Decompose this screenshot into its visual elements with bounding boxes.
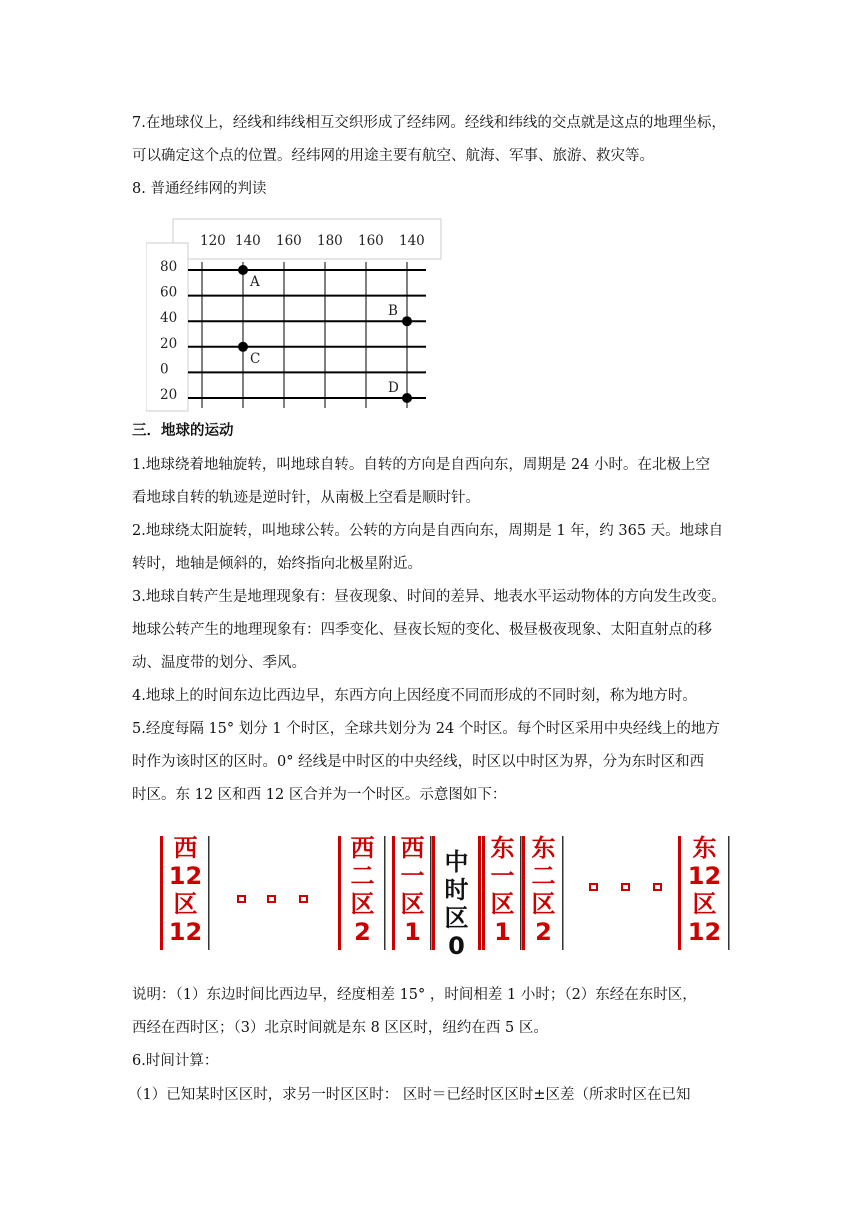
zone-char: 二: [350, 862, 375, 890]
time-zone-svg: [160, 826, 732, 962]
zone-char: 一: [490, 862, 515, 890]
longitude-label: 140: [235, 233, 261, 249]
zone-char: 区: [692, 890, 717, 918]
zone-left-bar: [160, 836, 163, 950]
zone-left-bar: [678, 836, 681, 950]
para-5: 看地球自转的轨迹是逆时针，从南极上空看是顺时针。: [132, 490, 480, 506]
zone-char: 区: [444, 904, 469, 932]
zone-char: 一: [400, 862, 425, 890]
para-8: 3.地球自转产生是地理现象有：昼夜现象、时间的差异、地表水平运动物体的方向发生改变。: [132, 589, 726, 605]
zone-char: 0: [448, 932, 465, 960]
latitude-label: 0: [160, 361, 169, 378]
longitude-label: 140: [399, 233, 425, 249]
zone-char: 西: [400, 834, 425, 862]
time-zone-block: [522, 834, 564, 950]
grid-point-label: A: [250, 274, 260, 290]
grid-point-label: D: [388, 380, 399, 396]
zone-char: 东: [692, 834, 717, 862]
para-2: 可以确定这个点的位置。经纬网的用途主要有航空、航海、军事、旅游、救灾等。: [132, 148, 654, 164]
longitude-label: 180: [317, 233, 343, 249]
zone-char: 区: [400, 890, 425, 918]
zone-char: 时: [444, 876, 469, 904]
zone-left-bar: [338, 836, 341, 950]
longitude-label: 160: [358, 233, 384, 249]
para-18: （1）已知某时区区时，求另一时区区时： 区时＝已经时区区时±区差（所求时区在已知: [128, 1087, 691, 1103]
zone-left-bar: [432, 836, 435, 950]
zone-char: 区: [173, 890, 198, 918]
zone-char: 1: [494, 918, 511, 946]
zone-char: 西: [173, 834, 198, 862]
time-zone-block: [392, 834, 432, 950]
para-4: 1.地球绕着地轴旋转，叫地球自转。自转的方向是自西向东，周期是 24 小时。在北极上空: [132, 457, 710, 473]
zone-char: 12: [687, 918, 722, 946]
para-15: 说明：（1）东边时间比西边早，经度相差 15° ，时间相差 1 小时；（2）东经在东时区，: [132, 987, 697, 1003]
time-zone-block: [338, 834, 386, 950]
zone-right-bar: [384, 836, 386, 950]
zone-left-bar: [522, 836, 525, 950]
para-14: 时区。东 12 区和西 12 区合并为一个时区。示意图如下：: [132, 787, 507, 803]
zone-char: 区: [490, 890, 515, 918]
grid-point-label: B: [388, 303, 398, 320]
grid-point: [402, 393, 412, 403]
zone-char: 区: [350, 890, 375, 918]
zone-char: 区: [531, 890, 556, 918]
latitude-label: 60: [160, 284, 178, 301]
time-zone-block: [678, 834, 730, 950]
zone-right-bar: [430, 836, 432, 950]
time-zone-block: [432, 836, 481, 960]
grid-point: [402, 316, 412, 326]
time-zone-block: [160, 834, 210, 950]
ellipsis-dot: [622, 884, 629, 890]
para-17: 6.时间计算：: [132, 1053, 219, 1069]
zone-right-bar: [208, 836, 210, 950]
zone-char: 中: [444, 848, 469, 876]
latitude-label: 80: [160, 259, 178, 275]
zone-char: 东: [490, 834, 515, 862]
para-13: 时作为该时区的区时。0° 经线是中时区的中央经线，时区以中时区为界，分为东时区和西: [132, 754, 705, 770]
ellipsis-dot: [238, 896, 245, 902]
grid-point-label: C: [250, 350, 261, 367]
section-heading: 三．地球的运动: [132, 422, 234, 439]
grid-point: [238, 265, 248, 275]
lat-lon-grid-figure: [146, 218, 446, 418]
zone-char: 东: [531, 834, 556, 862]
zone-char: 2: [535, 918, 552, 946]
para-7: 转时，地轴是倾斜的，始终指向北极星附近。: [132, 556, 422, 572]
longitude-label: 120: [200, 233, 226, 249]
latitude-label: 20: [160, 387, 178, 403]
zone-char: 二: [531, 862, 556, 890]
zone-right-bar: [478, 836, 481, 950]
zone-char: 12: [687, 862, 722, 890]
zone-char: 12: [168, 862, 203, 890]
zone-left-bar: [482, 836, 485, 950]
para-16: 西经在西时区；（3）北京时间就是东 8 区区时，纽约在西 5 区。: [132, 1020, 548, 1036]
time-zone-diagram: [160, 826, 732, 966]
latitude-label: 20: [160, 335, 178, 352]
ellipsis-dot: [268, 896, 275, 902]
para-6: 2.地球绕太阳旋转，叫地球公转。公转的方向是自西向东，周期是 1 年，约 365 天。地球自: [132, 523, 724, 539]
zone-right-bar: [728, 836, 730, 950]
grid-point: [238, 342, 248, 352]
zone-char: 12: [168, 918, 203, 946]
ellipsis-dot: [300, 896, 307, 902]
ellipsis-dot: [590, 884, 597, 890]
ellipsis-dot: [654, 884, 661, 890]
zone-char: 2: [354, 918, 371, 946]
para-3: 8. 普通经纬网的判读: [132, 181, 267, 197]
zone-right-bar: [562, 836, 564, 950]
longitude-label: 160: [276, 233, 302, 249]
zone-char: 1: [404, 918, 421, 946]
para-11: 4.地球上的时间东边比西边早，东西方向上因经度不同而形成的不同时刻，称为地方时。: [132, 688, 697, 704]
para-12: 5.经度每隔 15° 划分 1 个时区，全球共划分为 24 个时区。每个时区采用中央经线上的地方: [132, 721, 720, 737]
para-9: 地球公转产生的地理现象有：四季变化、昼夜长短的变化、极昼极夜现象、太阳直射点的移: [132, 622, 712, 638]
zone-left-bar: [392, 836, 395, 950]
latitude-label: 40: [160, 310, 178, 327]
para-1: 7.在地球仪上，经线和纬线相互交织形成了经纬网。经线和纬线的交点就是这点的地理坐标，: [132, 115, 726, 131]
grid-svg: [146, 218, 446, 414]
zone-char: 西: [350, 834, 375, 862]
time-zone-block: [482, 834, 522, 950]
para-10: 动、温度带的划分、季风。: [132, 655, 306, 671]
zone-right-bar: [520, 836, 522, 950]
